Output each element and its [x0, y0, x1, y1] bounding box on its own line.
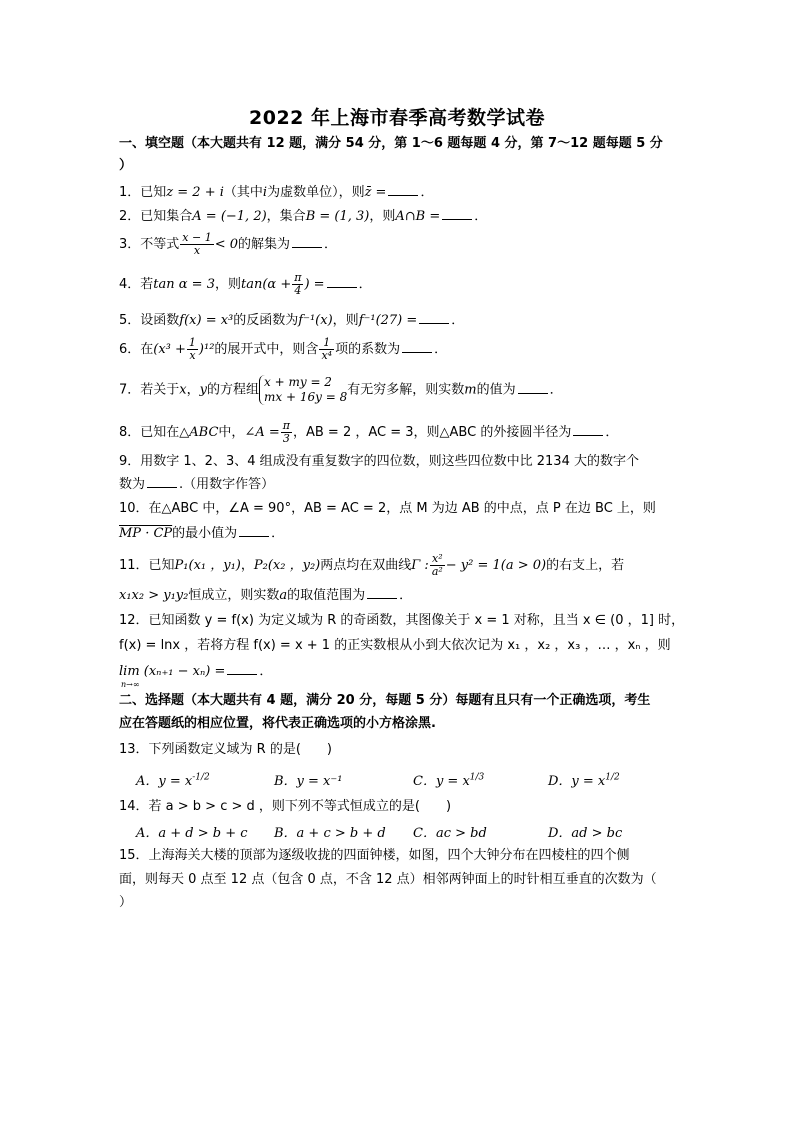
option-a[interactable]: A．a + d > b + c	[136, 826, 248, 841]
answer-blank[interactable]	[327, 275, 357, 288]
fraction: $\frac{1}{x}$	[188, 336, 196, 362]
question-7: 7．若关于x，y的方程组 x + my = 2 mx + 16y = 8 有无穷多解，则实数m的值为 ．	[119, 375, 563, 404]
fraction: $\frac{1}{\text{x⁴}}$	[321, 336, 333, 362]
question-14: 14．若 a > b > c > d ，则下列不等式恒成立的是( )	[119, 799, 452, 814]
option-d[interactable]: D．$y = x^{1/2}$	[548, 772, 620, 789]
question-11: 11．已知P₁(x₁ ，y₁)，P₂(x₂ ，y₂)两点均在双曲线Γ : $\frac{\text{x²}}{\text{a²}}$ − y² = 1(a > 0)的右支上，若	[119, 552, 625, 578]
equation-system: x + my = 2 mx + 16y = 8	[259, 375, 347, 405]
question-12-cont: f(x) = lnx ，若将方程 f(x) = x + 1 的正实数根从小到大依次记为 x₁ ，x₂ ，x₃ ，… ，xₙ ，则	[119, 638, 671, 653]
question-15-cont: 面，则每天 0 点至 12 点（包含 0 点，不含 12 点）相邻两钟面上的时针相互垂直的次数为（	[119, 872, 657, 887]
answer-blank[interactable]	[292, 235, 322, 248]
fraction: $\frac{\pi}{3}$	[282, 419, 290, 445]
answer-blank[interactable]	[442, 207, 472, 220]
answer-blank[interactable]	[227, 662, 257, 675]
question-10: 10．在△ABC 中，∠A = 90°，AB = AC = 2，点 M 为边 AB 的中点，点 P 在边 BC 上，则	[119, 501, 656, 516]
question-1: 1．已知z = 2 + i（其中i为虚数单位），则z̄ = ．	[119, 185, 434, 200]
question-11-cont: x₁x₂ > y₁y₂恒成立，则实数a的取值范围为 ．	[119, 588, 413, 603]
question-5: 5．设函数f(x) = x³的反函数为f⁻¹(x)，则f⁻¹(27) = ．	[119, 313, 465, 328]
question-13: 13．下列函数定义域为 R 的是( )	[119, 742, 332, 757]
answer-blank[interactable]	[147, 475, 177, 488]
question-2: 2．已知集合A = (−1, 2)，集合B = (1, 3)，则A∩B = ．	[119, 209, 488, 224]
question-4: 4．若tan α = 3，则tan(α + $\frac{\pi}{4}$ ) = ．	[119, 271, 372, 297]
answer-blank[interactable]	[402, 340, 432, 353]
section2-header-cont: 应在答题纸的相应位置，将代表正确选项的小方格涂黑.	[119, 716, 436, 731]
answer-blank[interactable]	[367, 586, 397, 599]
section1-header: 一、填空题（本大题共有 12 题，满分 54 分，第 1～6 题每题 4 分，第 7～12 题每题 5 分	[119, 136, 663, 151]
question-15: 15．上海海关大楼的顶部为逐级收拢的四面钟楼，如图，四个大钟分布在四棱柱的四个侧	[119, 848, 630, 863]
answer-blank[interactable]	[388, 183, 418, 196]
question-9: 9．用数字 1、2、3、4 组成没有重复数字的四位数，则这些四位数中比 2134 大的数字个	[119, 454, 639, 469]
section1-header-cont: ）	[119, 158, 133, 173]
option-a[interactable]: A．$y = x^{-1/2}$	[136, 772, 210, 789]
question-9-cont: 数为 .（用数字作答）	[119, 477, 275, 492]
page-title: 2022 年上海市春季高考数学试卷	[249, 107, 545, 129]
section2-header: 二、选择题（本大题共有 4 题，满分 20 分，每题 5 分）每题有且只有一个正确选项，考生	[119, 693, 651, 708]
answer-blank[interactable]	[573, 423, 603, 436]
answer-blank[interactable]	[239, 524, 269, 537]
fraction: $\frac{\pi}{4}$	[294, 271, 302, 297]
question-12-limit: lim (xₙ₊₁ − xₙ) = ． n→∞	[119, 664, 273, 689]
question-12: 12．已知函数 y = f(x) 为定义域为 R 的奇函数，其图像关于 x = 1 对称，且当 x ∈ (0 ，1] 时，	[119, 613, 685, 628]
option-c[interactable]: C．ac > bd	[413, 826, 487, 841]
fraction: $\frac{x - 1}{x}$	[182, 231, 212, 257]
fraction: $\frac{\text{x²}}{\text{a²}}$	[431, 552, 443, 578]
question-8: 8．已知在△ABC中，∠A = $\frac{\pi}{3}$ ，AB = 2 ，AC = 3，则△ABC 的外接圆半径为 ．	[119, 419, 619, 445]
question-3: 3．不等式 $\frac{x - 1}{x}$ < 0的解集为 ．	[119, 231, 338, 257]
option-d[interactable]: D．ad > bc	[548, 826, 623, 841]
option-c[interactable]: C．$y = x^{1/3}$	[413, 772, 485, 789]
question-15-end: ）	[119, 895, 133, 910]
question-6: 6．在(x³ + $\frac{1}{x}$ )¹²的展开式中，则含 $\frac{1}{\text{x⁴}}$ 项的系数为 ．	[119, 336, 448, 362]
question-10-cont: MP · CP的最小值为 ．	[119, 526, 285, 541]
answer-blank[interactable]	[419, 311, 449, 324]
option-b[interactable]: B．y = x⁻¹	[274, 774, 343, 789]
answer-blank[interactable]	[518, 381, 548, 394]
option-b[interactable]: B．a + c > b + d	[274, 826, 386, 841]
